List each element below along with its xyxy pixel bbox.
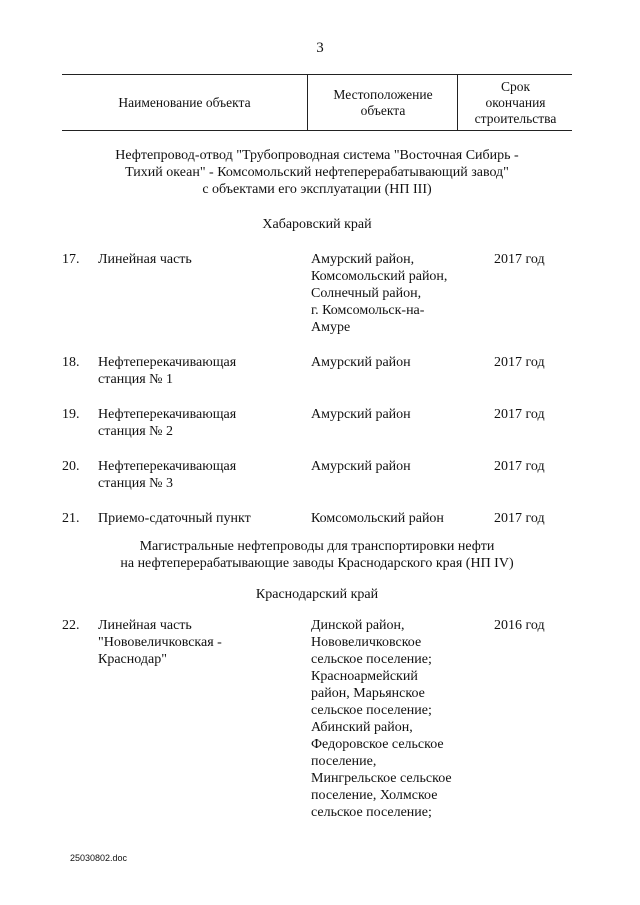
row-year: 2017 год <box>494 355 545 370</box>
row-name-line: Нефтеперекачивающая <box>98 407 237 422</box>
section-title-line: с объектами его эксплуатации (НП III) <box>202 182 432 197</box>
row-object-name <box>98 406 303 440</box>
header-deadline-line: окончания <box>485 94 546 110</box>
section-title-line: Нефтепровод-отвод "Трубопроводная система "Восточная Сибирь - <box>115 148 519 163</box>
row-object-name <box>98 354 303 388</box>
row-location-line: Динской район, <box>311 618 405 633</box>
section-title-line: Магистральные нефтепроводы для транспортировки нефти <box>139 539 495 554</box>
row-location-line: Амуре <box>311 320 351 335</box>
row-number: 19. <box>62 407 80 422</box>
row-location-line: район, Марьянское <box>311 686 425 701</box>
row-location-line: Амурский район <box>311 407 411 422</box>
row-number: 17. <box>62 252 80 267</box>
row-location-line: Амурский район, <box>311 252 415 267</box>
row-location <box>311 406 481 423</box>
row-name-line: Приемо-сдаточный пункт <box>98 511 251 526</box>
row-location <box>311 251 481 336</box>
header-object-name: Наименование объекта <box>118 94 251 110</box>
row-name-line: Линейная часть <box>98 252 192 267</box>
row-name-line: Линейная часть <box>98 618 192 633</box>
row-location-line: Мингрельское сельское <box>311 771 452 786</box>
row-number: 22. <box>62 618 80 633</box>
row-location-line: сельское поселение; <box>311 703 432 718</box>
row-object-name <box>98 251 303 268</box>
table-header <box>62 74 572 131</box>
row-object-name <box>98 617 303 668</box>
section-title <box>62 538 572 572</box>
row-number: 20. <box>62 459 80 474</box>
row-name-line: станция № 1 <box>98 372 173 387</box>
row-location-line: Нововеличковское <box>311 635 422 650</box>
row-year: 2017 год <box>494 459 545 474</box>
header-location-line: Местоположение <box>333 86 433 102</box>
row-location <box>311 510 481 527</box>
header-location <box>307 75 458 130</box>
region-title: Краснодарский край <box>255 587 379 602</box>
row-location-line: сельское поселение; <box>311 652 432 667</box>
row-object-name <box>98 458 303 492</box>
row-object-name <box>98 510 303 527</box>
row-location-line: Федоровское сельское <box>311 737 444 752</box>
row-location-line: Комсомольский район <box>311 511 444 526</box>
row-location-line: Красноармейский <box>311 669 418 684</box>
section-title-line: на нефтеперерабатывающие заводы Краснодарского края (НП IV) <box>120 556 514 571</box>
row-year: 2017 год <box>494 252 545 267</box>
header-deadline <box>457 75 573 130</box>
row-location-line: г. Комсомольск-на- <box>311 303 425 318</box>
row-year: 2017 год <box>494 511 545 526</box>
row-location-line: сельское поселение; <box>311 805 432 820</box>
page-number: 3 <box>316 40 324 56</box>
region-title: Хабаровский край <box>262 217 372 232</box>
row-number: 21. <box>62 511 80 526</box>
row-year: 2016 год <box>494 618 545 633</box>
row-location-line: поселение, Холмское <box>311 788 438 803</box>
row-location <box>311 458 481 475</box>
row-name-line: Краснодар" <box>98 652 167 667</box>
row-location-line: Амурский район <box>311 355 411 370</box>
row-name-line: "Нововеличковская - <box>98 635 222 650</box>
row-location-line: поселение, <box>311 754 377 769</box>
row-name-line: станция № 2 <box>98 424 173 439</box>
row-year: 2017 год <box>494 407 545 422</box>
header-location-line: объекта <box>360 102 406 118</box>
row-location <box>311 354 481 371</box>
header-deadline-line: строительства <box>474 110 557 126</box>
row-name-line: станция № 3 <box>98 476 173 491</box>
row-location-line: Абинский район, <box>311 720 413 735</box>
section-title <box>62 147 572 198</box>
row-location <box>311 617 481 821</box>
row-location-line: Амурский район <box>311 459 411 474</box>
document-filename: 25030802.doc <box>70 853 128 863</box>
row-number: 18. <box>62 355 80 370</box>
header-deadline-line: Срок <box>500 78 531 94</box>
row-name-line: Нефтеперекачивающая <box>98 355 237 370</box>
row-location-line: Солнечный район, <box>311 286 422 301</box>
row-location-line: Комсомольский район, <box>311 269 448 284</box>
row-name-line: Нефтеперекачивающая <box>98 459 237 474</box>
section-title-line: Тихий океан" - Комсомольский нефтеперерабатывающий завод" <box>125 165 509 180</box>
